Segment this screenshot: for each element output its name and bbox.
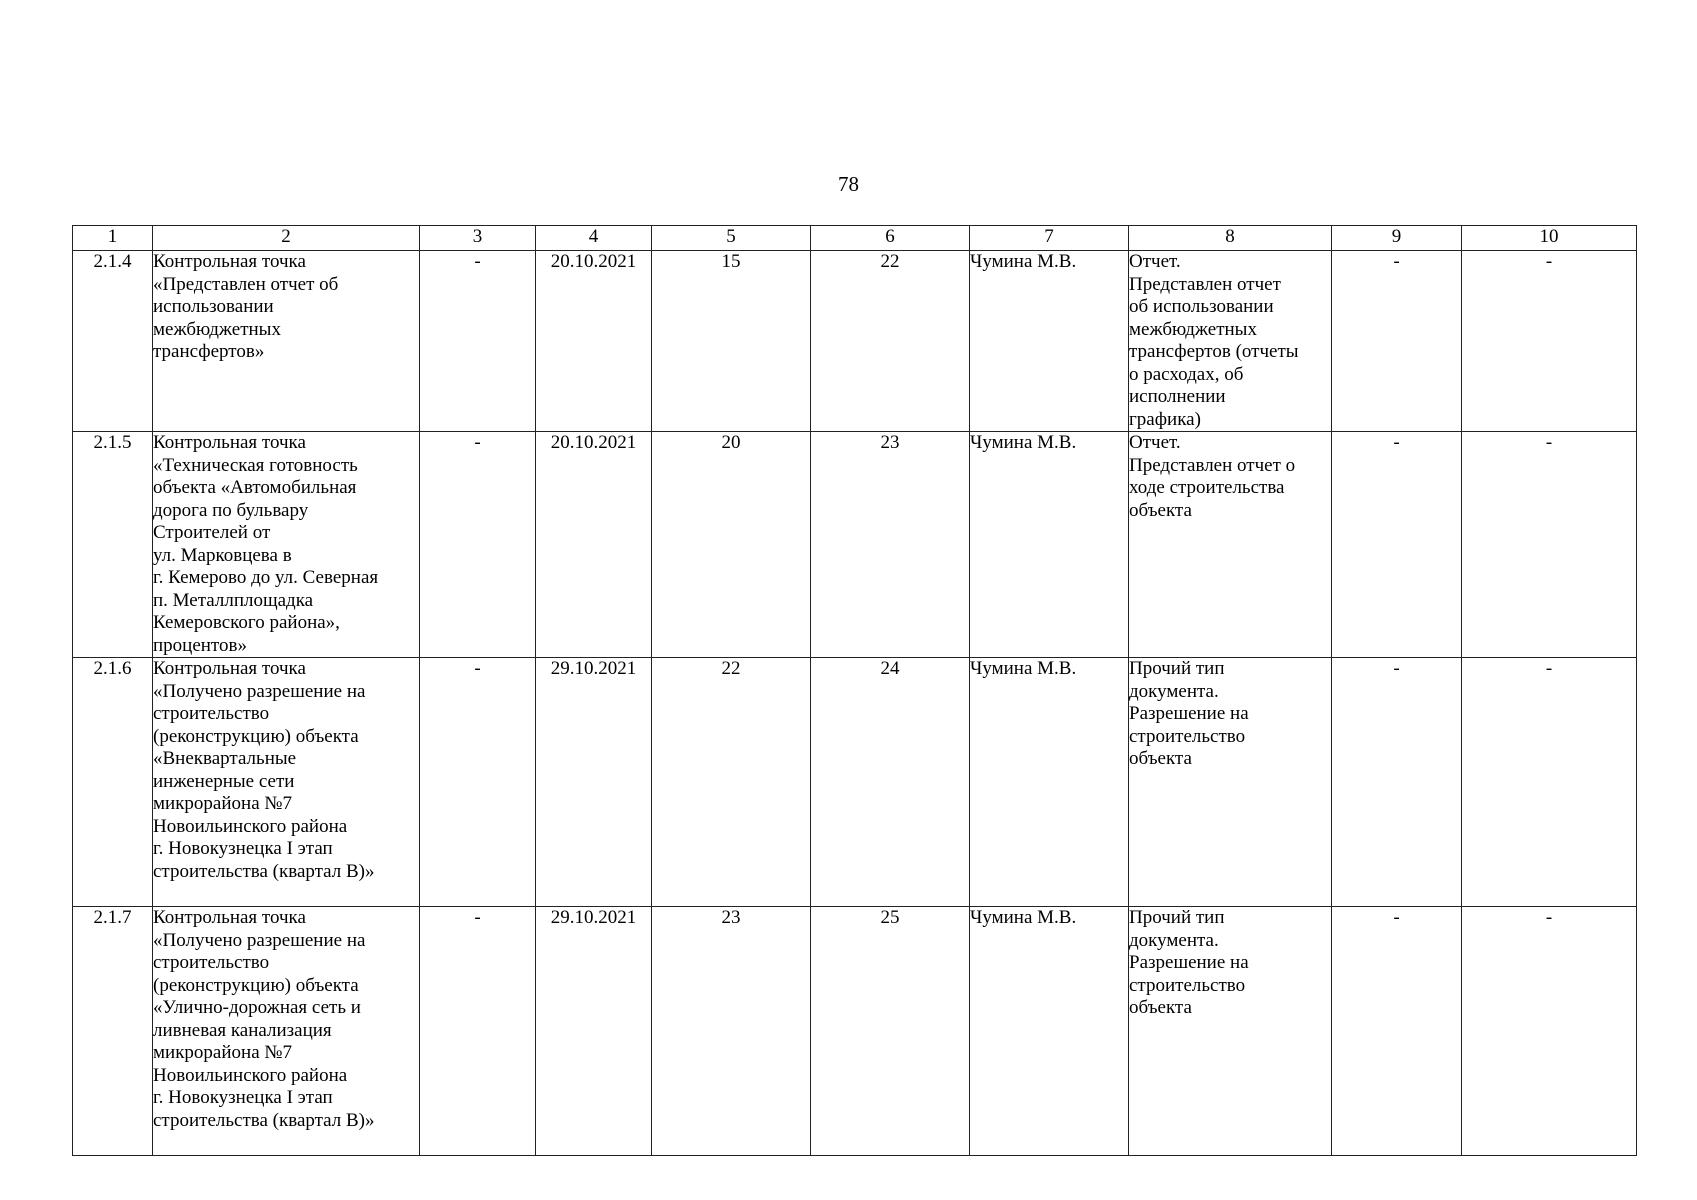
responsible-person: Чумина М.В. [970,658,1129,907]
column-9-value: - [1332,658,1462,907]
control-point-name: Контрольная точка «Техническая готовность объекта «Автомобильная дорога по бульвару Строителей от ул. Марковцева в г. Кемерово до ул. Северная п. Металлплощадка Кемеровского района», процентов» [153,432,420,658]
document-description: Отчет. Представлен отчет о ходе строительства объекта [1129,432,1332,658]
column-6-value: 23 [811,432,970,658]
date-value: 29.10.2021 [536,658,652,907]
column-9-value: - [1332,251,1462,432]
column-header: 1 [73,226,153,251]
column-6-value: 25 [811,907,970,1156]
document-description: Прочий тип документа. Разрешение на строительство объекта [1129,658,1332,907]
column-header: 10 [1462,226,1637,251]
row-number: 2.1.6 [73,658,153,907]
column-header: 5 [652,226,811,251]
page-number: 78 [838,172,859,196]
responsible-person: Чумина М.В. [970,432,1129,658]
column-header: 9 [1332,226,1462,251]
control-points-table [72,225,1637,1156]
column-10-value: - [1462,432,1637,658]
column-header: 2 [153,226,420,251]
date-value: 20.10.2021 [536,251,652,432]
row-number: 2.1.4 [73,251,153,432]
column-3-value: - [420,251,536,432]
date-value: 29.10.2021 [536,907,652,1156]
responsible-person: Чумина М.В. [970,251,1129,432]
control-point-name: Контрольная точка «Получено разрешение на строительство (реконструкцию) объекта «Улично-дорожная сеть и ливневая канализация микрорайона №7 Новоильинского района г. Новокузнецка I этап строительства (квартал В)» [153,907,420,1156]
row-number: 2.1.7 [73,907,153,1156]
table-row [73,251,1637,432]
table-row [73,907,1637,1156]
column-3-value: - [420,907,536,1156]
document-description: Отчет. Представлен отчет об использовании межбюджетных трансфертов (отчеты о расходах, об исполнении графика) [1129,251,1332,432]
column-header: 3 [420,226,536,251]
column-10-value: - [1462,251,1637,432]
column-3-value: - [420,432,536,658]
column-10-value: - [1462,658,1637,907]
column-header: 4 [536,226,652,251]
column-9-value: - [1332,907,1462,1156]
control-point-name: Контрольная точка «Представлен отчет об использовании межбюджетных трансфертов» [153,251,420,432]
column-header: 6 [811,226,970,251]
column-5-value: 15 [652,251,811,432]
column-6-value: 22 [811,251,970,432]
table-row [73,432,1637,658]
date-value: 20.10.2021 [536,432,652,658]
column-5-value: 20 [652,432,811,658]
column-9-value: - [1332,432,1462,658]
header-row [73,226,1637,251]
column-header: 8 [1129,226,1332,251]
column-5-value: 23 [652,907,811,1156]
control-point-name: Контрольная точка «Получено разрешение на строительство (реконструкцию) объекта «Внеквартальные инженерные сети микрорайона №7 Новоильинского района г. Новокузнецка I этап строительства (квартал В)» [153,658,420,907]
table-row [73,658,1637,907]
column-6-value: 24 [811,658,970,907]
column-10-value: - [1462,907,1637,1156]
column-5-value: 22 [652,658,811,907]
column-3-value: - [420,658,536,907]
row-number: 2.1.5 [73,432,153,658]
column-header: 7 [970,226,1129,251]
responsible-person: Чумина М.В. [970,907,1129,1156]
document-description: Прочий тип документа. Разрешение на строительство объекта [1129,907,1332,1156]
